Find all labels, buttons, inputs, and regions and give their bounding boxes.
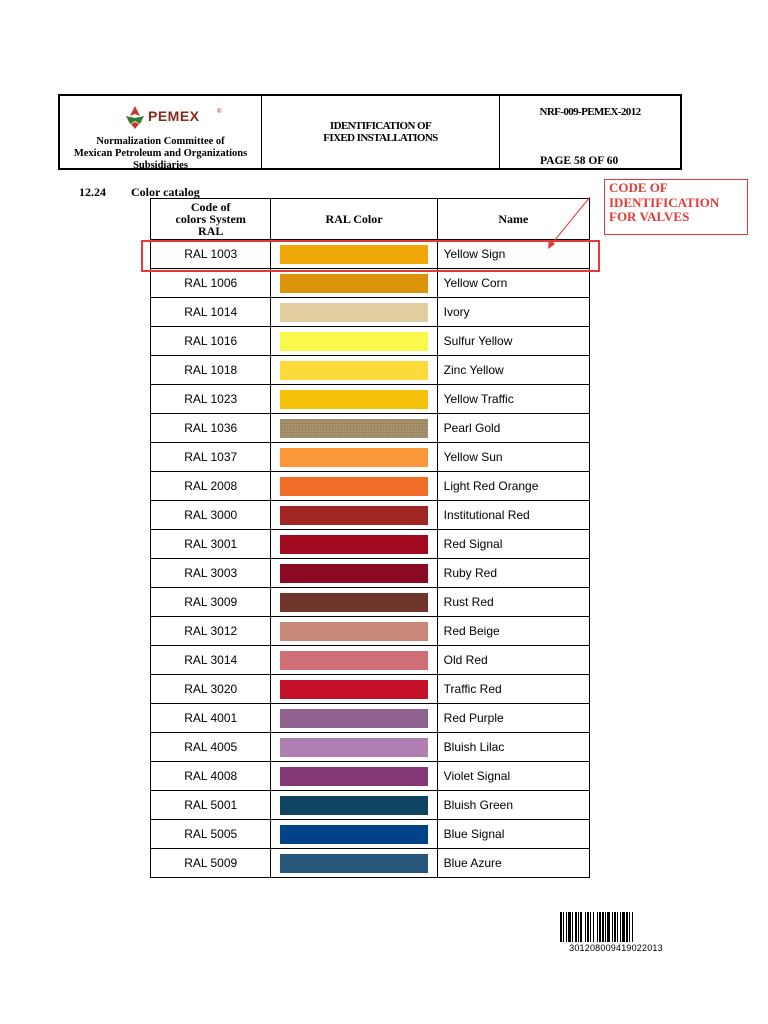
color-name: Sulfur Yellow <box>437 327 589 356</box>
barcode-bar <box>597 912 598 942</box>
table-row <box>151 472 590 501</box>
color-swatch-cell <box>271 762 437 791</box>
color-swatch-cell <box>271 501 437 530</box>
standard-code: NRF-009-PEMEX-2012 <box>539 106 641 118</box>
barcode-graphic <box>560 912 672 942</box>
color-swatch <box>280 593 428 612</box>
barcode-bar <box>612 912 613 942</box>
color-swatch <box>280 622 428 641</box>
ral-code: RAL 3003 <box>151 559 271 588</box>
barcode-bar <box>605 912 606 942</box>
table-row <box>151 414 590 443</box>
table-row <box>151 849 590 878</box>
color-swatch <box>280 506 428 525</box>
barcode-bar <box>614 912 616 942</box>
color-swatch-cell <box>271 414 437 443</box>
color-name: Bluish Green <box>437 791 589 820</box>
color-swatch-cell <box>271 704 437 733</box>
ral-code: RAL 1018 <box>151 356 271 385</box>
color-swatch <box>280 361 428 380</box>
table-header-row <box>151 199 590 240</box>
table-row <box>151 269 590 298</box>
color-swatch-cell <box>271 530 437 559</box>
color-name: Light Red Orange <box>437 472 589 501</box>
color-swatch <box>280 535 428 554</box>
ral-code: RAL 3001 <box>151 530 271 559</box>
header-code-line: Code of <box>190 200 231 214</box>
table-row <box>151 327 590 356</box>
color-name: Red Signal <box>437 530 589 559</box>
table-row <box>151 791 590 820</box>
ral-code: RAL 1016 <box>151 327 271 356</box>
color-swatch-cell <box>271 298 437 327</box>
color-name: Red Beige <box>437 617 589 646</box>
barcode-bar <box>568 912 571 942</box>
header-code <box>151 199 271 240</box>
color-swatch <box>280 419 428 438</box>
header-title-cell <box>262 96 500 168</box>
header-code-line: colors System <box>175 212 246 226</box>
table-row <box>151 704 590 733</box>
color-swatch <box>280 854 428 873</box>
table-row <box>151 443 590 472</box>
barcode-bar <box>580 912 582 942</box>
barcode-bar <box>620 912 621 942</box>
color-catalog-table <box>150 198 590 878</box>
callout-line: FOR VALVES <box>609 209 690 224</box>
color-swatch-cell <box>271 820 437 849</box>
color-name: Yellow Sun <box>437 443 589 472</box>
ral-code: RAL 1037 <box>151 443 271 472</box>
color-swatch-cell <box>271 675 437 704</box>
color-name: Zinc Yellow <box>437 356 589 385</box>
committee-line: Mexican Petroleum and Organizations <box>73 148 248 159</box>
barcode-bar <box>629 912 630 942</box>
committee-line: Normalization Committee of <box>96 136 225 147</box>
table-row <box>151 298 590 327</box>
section-number: 12.24 <box>79 185 106 199</box>
table-row <box>151 588 590 617</box>
ral-code: RAL 3014 <box>151 646 271 675</box>
barcode-bar <box>599 912 601 942</box>
table-row <box>151 385 590 414</box>
highlight-box <box>141 240 600 272</box>
ral-code: RAL 5009 <box>151 849 271 878</box>
color-name: Rust Red <box>437 588 589 617</box>
ral-code: RAL 5005 <box>151 820 271 849</box>
callout-line: CODE OF <box>609 180 668 195</box>
table-row <box>151 356 590 385</box>
color-swatch-cell <box>271 269 437 298</box>
color-swatch <box>280 448 428 467</box>
color-name: Ivory <box>437 298 589 327</box>
color-swatch <box>280 274 428 293</box>
color-swatch <box>280 332 428 351</box>
barcode-bar <box>607 912 610 942</box>
barcode-bar <box>593 912 594 942</box>
header-code-cell <box>500 96 680 168</box>
color-swatch-cell <box>271 385 437 414</box>
barcode-bar <box>602 912 604 942</box>
barcode-bar <box>572 912 573 942</box>
barcode-number: 30120800941902201​3 <box>569 943 663 953</box>
ral-code: RAL 1036 <box>151 414 271 443</box>
table-row <box>151 530 590 559</box>
ral-code: RAL 1014 <box>151 298 271 327</box>
color-swatch <box>280 709 428 728</box>
color-swatch <box>280 390 428 409</box>
barcode-bar <box>632 912 633 942</box>
color-swatch-cell <box>271 617 437 646</box>
color-swatch <box>280 738 428 757</box>
barcode-bar <box>560 912 562 942</box>
ral-code: RAL 3020 <box>151 675 271 704</box>
table-row <box>151 762 590 791</box>
ral-code: RAL 1023 <box>151 385 271 414</box>
barcode-bar <box>563 912 564 942</box>
header-code-line: RAL <box>198 224 224 238</box>
color-name: Yellow Corn <box>437 269 589 298</box>
color-name: Old Red <box>437 646 589 675</box>
committee-line: Subsidiaries <box>133 160 188 171</box>
color-swatch-cell <box>271 559 437 588</box>
ral-code: RAL 1003 <box>151 240 271 269</box>
color-name: Traffic Red <box>437 675 589 704</box>
barcode-bar <box>566 912 567 942</box>
color-swatch-cell <box>271 791 437 820</box>
color-name: Yellow Traffic <box>437 385 589 414</box>
barcode-bar <box>585 912 586 942</box>
color-swatch-cell <box>271 356 437 385</box>
barcode-bar <box>575 912 577 942</box>
header-name: Name <box>437 199 589 240</box>
document-title-line: IDENTIFICATION OF <box>329 120 432 132</box>
color-swatch-cell <box>271 472 437 501</box>
pemex-logo-text: PEMEX <box>148 108 200 124</box>
document-header <box>58 94 682 170</box>
section-title: Color catalog <box>131 185 200 199</box>
document-title-line: FIXED INSTALLATIONS <box>323 132 438 144</box>
table-row <box>151 646 590 675</box>
color-swatch-cell <box>271 443 437 472</box>
color-swatch <box>280 564 428 583</box>
color-swatch <box>280 825 428 844</box>
table-row <box>151 501 590 530</box>
color-swatch-cell <box>271 646 437 675</box>
barcode-bar <box>587 912 589 942</box>
table-row <box>151 820 590 849</box>
committee-name <box>60 136 261 172</box>
callout-line: IDENTIFICATION <box>609 194 720 210</box>
color-name: Institutional Red <box>437 501 589 530</box>
color-swatch <box>280 796 428 815</box>
callout-box <box>604 179 748 235</box>
ral-code: RAL 3012 <box>151 617 271 646</box>
color-name: Ruby Red <box>437 559 589 588</box>
pemex-logo <box>122 104 242 130</box>
pemex-eagle-icon <box>122 104 148 130</box>
ral-code: RAL 4008 <box>151 762 271 791</box>
color-swatch-cell <box>271 733 437 762</box>
color-swatch-cell <box>271 588 437 617</box>
color-swatch <box>280 680 428 699</box>
table-row <box>151 733 590 762</box>
color-name: Bluish Lilac <box>437 733 589 762</box>
barcode-bar <box>590 912 591 942</box>
color-name: Pearl Gold <box>437 414 589 443</box>
header-ral-color: RAL Color <box>271 199 437 240</box>
table-row <box>151 675 590 704</box>
color-swatch <box>280 303 428 322</box>
color-name: Blue Azure <box>437 849 589 878</box>
registered-mark: ® <box>217 109 222 115</box>
color-name: Blue Signal <box>437 820 589 849</box>
color-name: Yellow Sign <box>437 240 589 269</box>
page-number: PAGE 58 OF 60 <box>540 155 619 167</box>
color-swatch <box>280 477 428 496</box>
barcode-bar <box>626 912 628 942</box>
color-swatch-cell <box>271 327 437 356</box>
ral-code: RAL 5001 <box>151 791 271 820</box>
color-swatch-cell <box>271 849 437 878</box>
document-title <box>262 120 499 144</box>
header-logo-cell <box>60 96 262 171</box>
barcode-bar <box>622 912 625 942</box>
color-swatch <box>280 767 428 786</box>
ral-code: RAL 4001 <box>151 704 271 733</box>
color-name: Violet Signal <box>437 762 589 791</box>
table-row <box>151 559 590 588</box>
barcode-bar <box>617 912 618 942</box>
table-row <box>151 617 590 646</box>
color-swatch <box>280 651 428 670</box>
ral-code: RAL 4005 <box>151 733 271 762</box>
ral-code: RAL 3000 <box>151 501 271 530</box>
ral-code: RAL 3009 <box>151 588 271 617</box>
ral-code: RAL 1006 <box>151 269 271 298</box>
barcode-bar <box>578 912 579 942</box>
color-name: Red Purple <box>437 704 589 733</box>
ral-code: RAL 2008 <box>151 472 271 501</box>
